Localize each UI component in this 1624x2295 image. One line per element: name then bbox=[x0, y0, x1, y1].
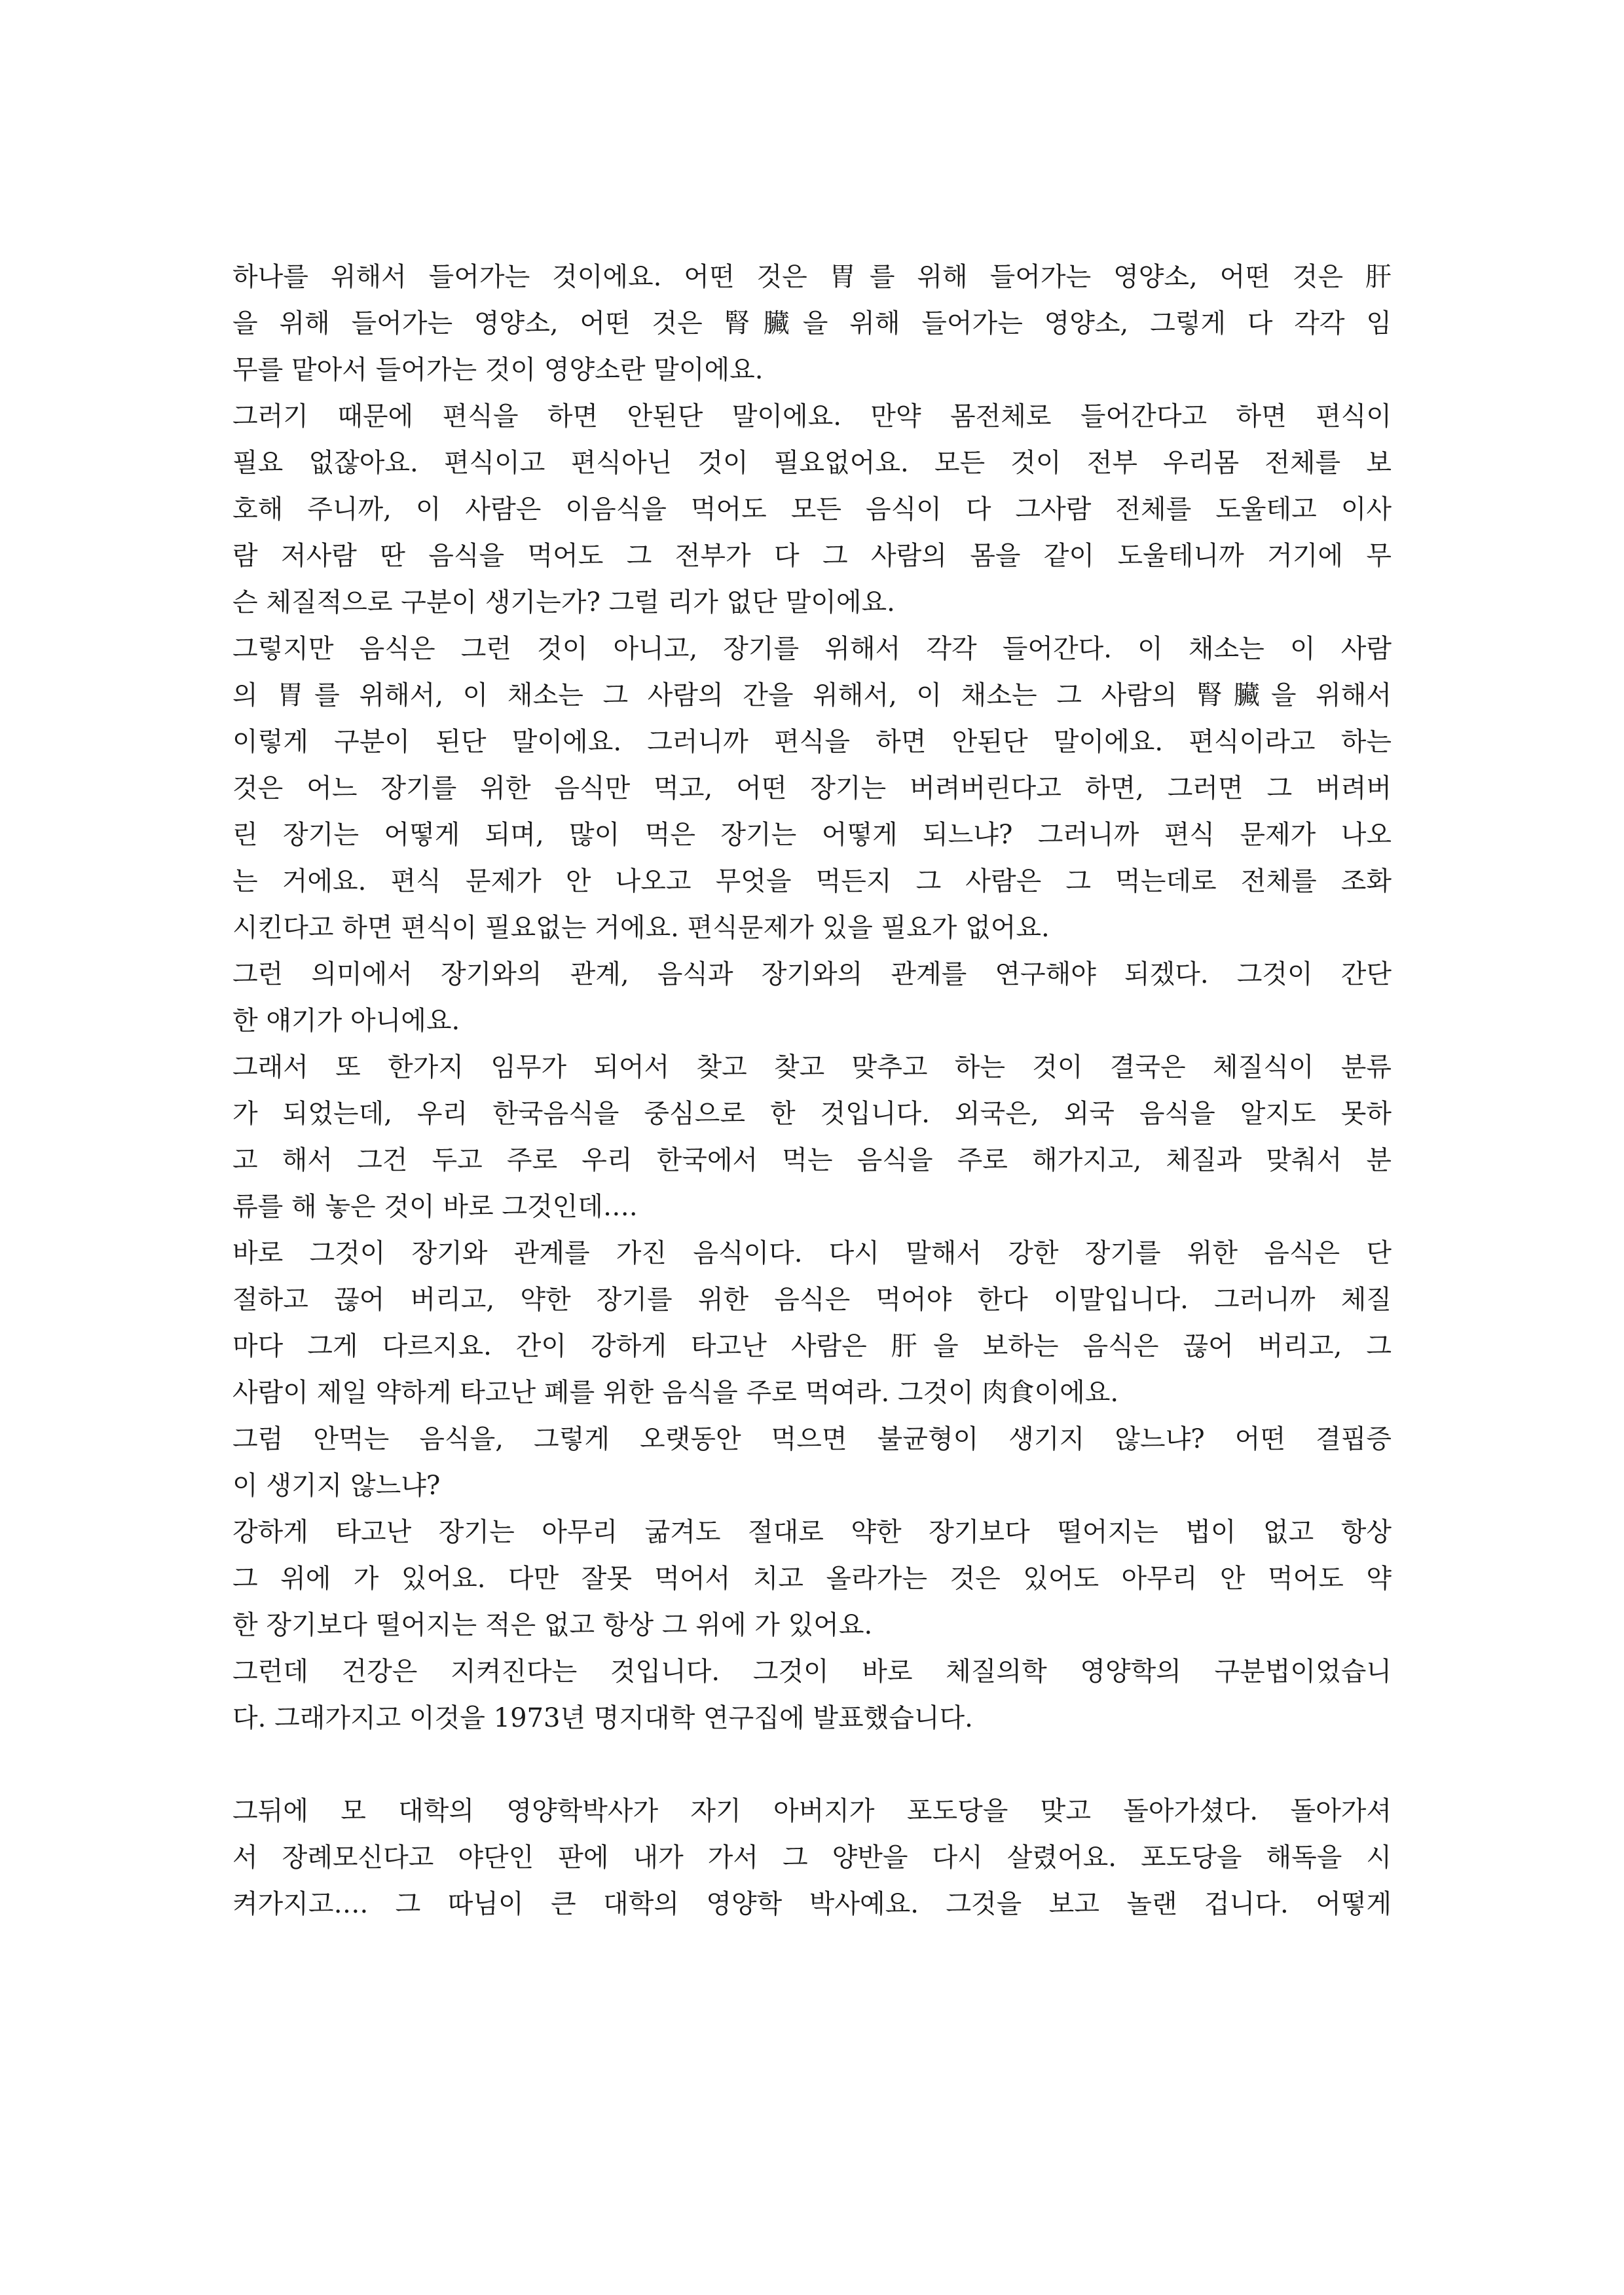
text-line: 슨 체질적으로 구분이 생기는가? 그럴 리가 없단 말이에요. bbox=[232, 587, 895, 617]
text-line: 그렇지만 음식은 그런 것이 아니고, 장기를 위해서 각각 들어간다. 이 채소는 이 사람 bbox=[232, 634, 1392, 664]
paragraph bbox=[232, 1509, 1392, 1649]
paragraph bbox=[232, 394, 1392, 626]
paragraph bbox=[232, 1044, 1392, 1230]
text-line: 필요 없잖아요. 편식이고 편식아닌 것이 필요없어요. 모든 것이 전부 우리몸 전체를 보 bbox=[232, 448, 1392, 478]
text-line: 그럼 안먹는 음식을, 그렇게 오랫동안 먹으면 불균형이 생기지 않느냐? 어떤 결핍증 bbox=[232, 1424, 1392, 1454]
text-line: 류를 해 놓은 것이 바로 그것인데…. bbox=[232, 1192, 638, 1222]
text-line: 는 거에요. 편식 문제가 안 나오고 무엇을 먹든지 그 사람은 그 먹는데로 전체를 조화 bbox=[232, 866, 1392, 896]
document-body bbox=[232, 254, 1392, 1928]
text-line: 사람이 제일 약하게 타고난 폐를 위한 음식을 주로 먹여라. 그것이 肉食이에요. bbox=[232, 1378, 1119, 1408]
text-line: 그러기 때문에 편식을 하면 안된단 말이에요. 만약 몸전체로 들어간다고 하면 편식이 bbox=[232, 401, 1392, 431]
text-line: 강하게 타고난 장기는 아무리 굶겨도 절대로 약한 장기보다 떨어지는 법이 없고 항상 bbox=[232, 1517, 1392, 1547]
text-line: 의 胃를 위해서, 이 채소는 그 사람의 간을 위해서, 이 채소는 그 사람의 腎臟을 위해서 bbox=[232, 680, 1392, 710]
text-line: 그래서 또 한가지 임무가 되어서 찾고 찾고 맞추고 하는 것이 결국은 체질식이 분류 bbox=[232, 1052, 1392, 1082]
text-line: 람 저사람 딴 음식을 먹어도 그 전부가 다 그 사람의 몸을 같이 도울테니까 거기에 무 bbox=[232, 541, 1392, 571]
text-line: 하나를 위해서 들어가는 것이에요. 어떤 것은 胃를 위해 들어가는 영양소, 어떤 것은 肝 bbox=[232, 262, 1392, 292]
paragraph bbox=[232, 254, 1392, 394]
text-line: 이 생기지 않느냐? bbox=[232, 1471, 441, 1501]
text-line: 다. 그래가지고 이것을 1973년 명지대학 연구집에 발표했습니다. bbox=[232, 1703, 973, 1733]
text-line: 그뒤에 모 대학의 영양학박사가 자기 아버지가 포도당을 맞고 돌아가셨다. 돌아가셔 bbox=[232, 1796, 1392, 1826]
paragraph bbox=[232, 1649, 1392, 1742]
paragraph bbox=[232, 626, 1392, 951]
text-line: 그런 의미에서 장기와의 관계, 음식과 장기와의 관계를 연구해야 되겠다. 그것이 간단 bbox=[232, 959, 1392, 989]
paragraph bbox=[232, 951, 1392, 1044]
text-line: 그런데 건강은 지켜진다는 것입니다. 그것이 바로 체질의학 영양학의 구분법이었습니 bbox=[232, 1657, 1392, 1687]
text-line: 을 위해 들어가는 영양소, 어떤 것은 腎臟을 위해 들어가는 영양소, 그렇게 다 각각 임 bbox=[232, 308, 1392, 339]
text-line: 무를 맡아서 들어가는 것이 영양소란 말이에요. bbox=[232, 355, 764, 385]
paragraph bbox=[232, 1788, 1392, 1928]
text-line: 호해 주니까, 이 사람은 이음식을 먹어도 모든 음식이 다 그사람 전체를 도울테고 이사 bbox=[232, 494, 1392, 524]
text-line: 켜가지고…. 그 따님이 큰 대학의 영양학 박사예요. 그것을 보고 놀랜 겁니다. 어떻게 bbox=[232, 1889, 1392, 1919]
text-line: 마다 그게 다르지요. 간이 강하게 타고난 사람은 肝을 보하는 음식은 끊어 버리고, 그 bbox=[232, 1331, 1392, 1361]
text-line: 가 되었는데, 우리 한국음식을 중심으로 한 것입니다. 외국은, 외국 음식을 알지도 못하 bbox=[232, 1099, 1392, 1129]
paragraph bbox=[232, 1230, 1392, 1416]
text-line: 시킨다고 하면 편식이 필요없는 거에요. 편식문제가 있을 필요가 없어요. bbox=[232, 913, 1050, 943]
text-line: 고 해서 그건 두고 주로 우리 한국에서 먹는 음식을 주로 해가지고, 체질과 맞춰서 분 bbox=[232, 1145, 1392, 1175]
paragraph bbox=[232, 1416, 1392, 1509]
text-line: 한 장기보다 떨어지는 적은 없고 항상 그 위에 가 있어요. bbox=[232, 1610, 873, 1640]
text-line: 이렇게 구분이 된단 말이에요. 그러니까 편식을 하면 안된단 말이에요. 편식이라고 하는 bbox=[232, 727, 1392, 757]
text-line: 절하고 끊어 버리고, 약한 장기를 위한 음식은 먹어야 한다 이말입니다. 그러니까 체질 bbox=[232, 1285, 1392, 1315]
paragraph-spacer bbox=[232, 1742, 1392, 1788]
text-line: 바로 그것이 장기와 관계를 가진 음식이다. 다시 말해서 강한 장기를 위한 음식은 단 bbox=[232, 1238, 1392, 1268]
text-line: 서 장례모신다고 야단인 판에 내가 가서 그 양반을 다시 살렸어요. 포도당을 해독을 시 bbox=[232, 1843, 1392, 1873]
text-line: 것은 어느 장기를 위한 음식만 먹고, 어떤 장기는 버려버린다고 하면, 그러면 그 버려버 bbox=[232, 773, 1392, 803]
text-line: 그 위에 가 있어요. 다만 잘못 먹어서 치고 올라가는 것은 있어도 아무리 안 먹어도 약 bbox=[232, 1564, 1392, 1594]
text-line: 린 장기는 어떻게 되며, 많이 먹은 장기는 어떻게 되느냐? 그러니까 편식 문제가 나오 bbox=[232, 820, 1392, 850]
text-line: 한 얘기가 아니에요. bbox=[232, 1006, 460, 1036]
